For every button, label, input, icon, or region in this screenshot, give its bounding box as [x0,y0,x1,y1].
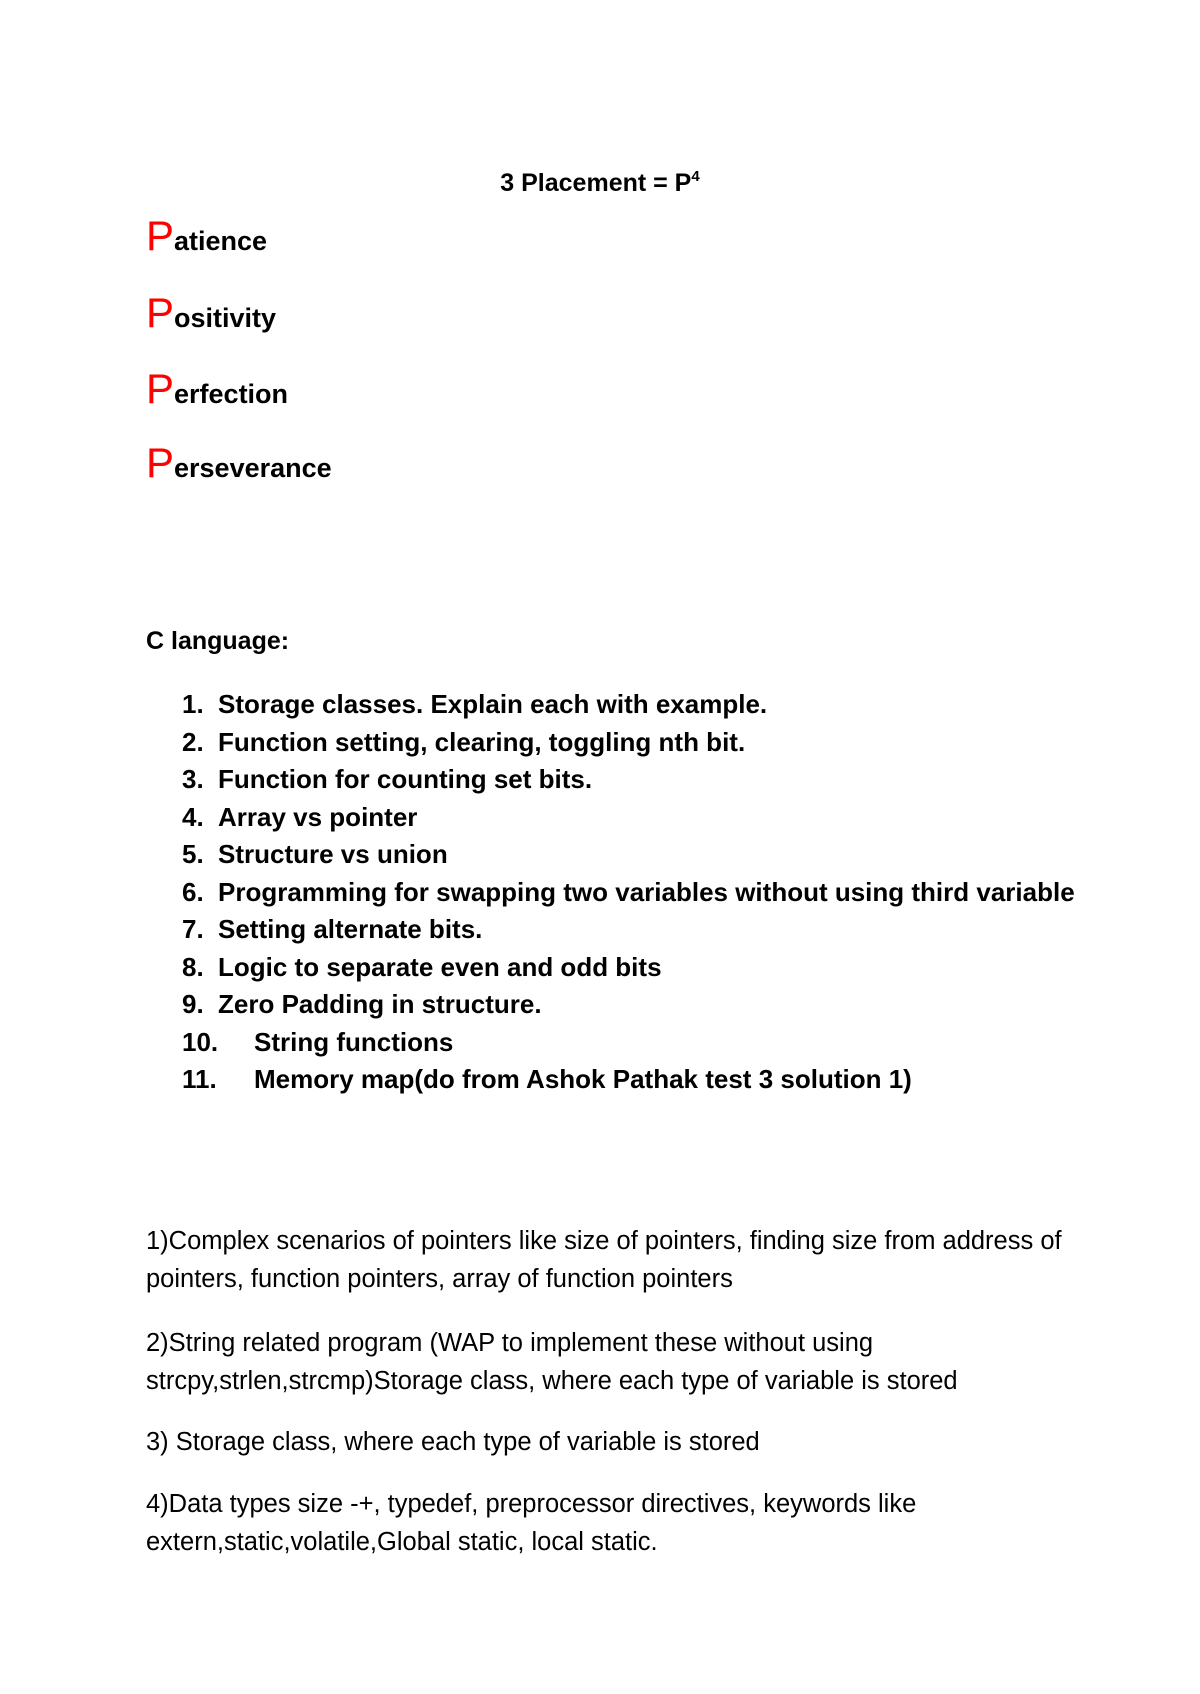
paragraph-strings: 2)String related program (WAP to implement these without using strcpy,strlen,strcmp)Storage class, where each type of variable is stored [146,1329,958,1395]
list-item-number: 4. [182,801,204,832]
p-word-rest: ositivity [174,303,277,333]
list-item-number: 9. [182,989,204,1019]
list-item-number: 1. [182,689,204,719]
list-item-number: 3. [182,764,204,794]
p-word-rest: atience [174,226,268,256]
list-item [146,874,1076,912]
p-word-letter: P [146,212,175,259]
p-word-letter: P [146,365,175,412]
p-word-perseverance [146,439,332,488]
title-text: 3 Placement = P [500,169,692,197]
list-item-number: 5. [182,839,204,869]
c-language-list [146,686,1076,1099]
paragraph-pointers: 1)Complex scenarios of pointers like size of pointers, finding size from address of pointers, function pointers, array of function pointers [146,1227,1062,1293]
page-title [0,168,1200,198]
list-item [146,836,1076,874]
list-item-text: Setting alternate bits. [218,914,483,944]
p-word-rest: erfection [174,379,289,409]
p-word-positivity [146,289,277,338]
paragraph-storage-class: 3) Storage class, where each type of variable is stored [146,1428,760,1456]
p-word-letter: P [146,439,175,486]
list-item [146,761,1076,799]
list-item-number: 7. [182,914,204,944]
list-item [146,949,1076,987]
list-item-number: 8. [182,951,204,982]
list-item [146,686,1076,724]
list-item-text: Function setting, clearing, toggling nth bit. [218,726,746,757]
list-item-text: Structure vs union [218,839,448,869]
list-item-text: Array vs pointer [218,801,418,832]
list-item [146,911,1076,949]
p-word-letter: P [146,289,175,336]
p-word-rest: erseverance [174,453,332,483]
title-superscript: 4 [691,168,700,185]
list-item [146,799,1076,837]
list-item-number: 6. [182,876,204,907]
p-word-perfection [146,365,289,414]
list-item-text: Storage classes. Explain each with example. [218,689,768,719]
list-item-text: Memory map(do from Ashok Pathak test 3 solution 1) [254,1064,912,1094]
list-item-text: Programming for swapping two variables without using third variable [218,876,1075,907]
list-item [146,724,1076,762]
list-item [146,1061,1076,1099]
list-item-text: Function for counting set bits. [218,764,593,794]
list-item-number: 10. [182,1026,219,1057]
c-language-heading: C language: [146,627,290,655]
list-item [146,986,1076,1024]
list-item-text: Zero Padding in structure. [218,989,542,1019]
list-item-text: String functions [254,1026,454,1057]
list-item-number: 11. [182,1064,217,1094]
list-item-number: 2. [182,726,204,757]
list-item-text: Logic to separate even and odd bits [218,951,662,982]
list-item [146,1024,1076,1062]
paragraph-data-types: 4)Data types size -+, typedef, preprocessor directives, keywords like extern,static,volatile,Global static, local static. [146,1490,917,1556]
p-word-patience [146,212,268,261]
